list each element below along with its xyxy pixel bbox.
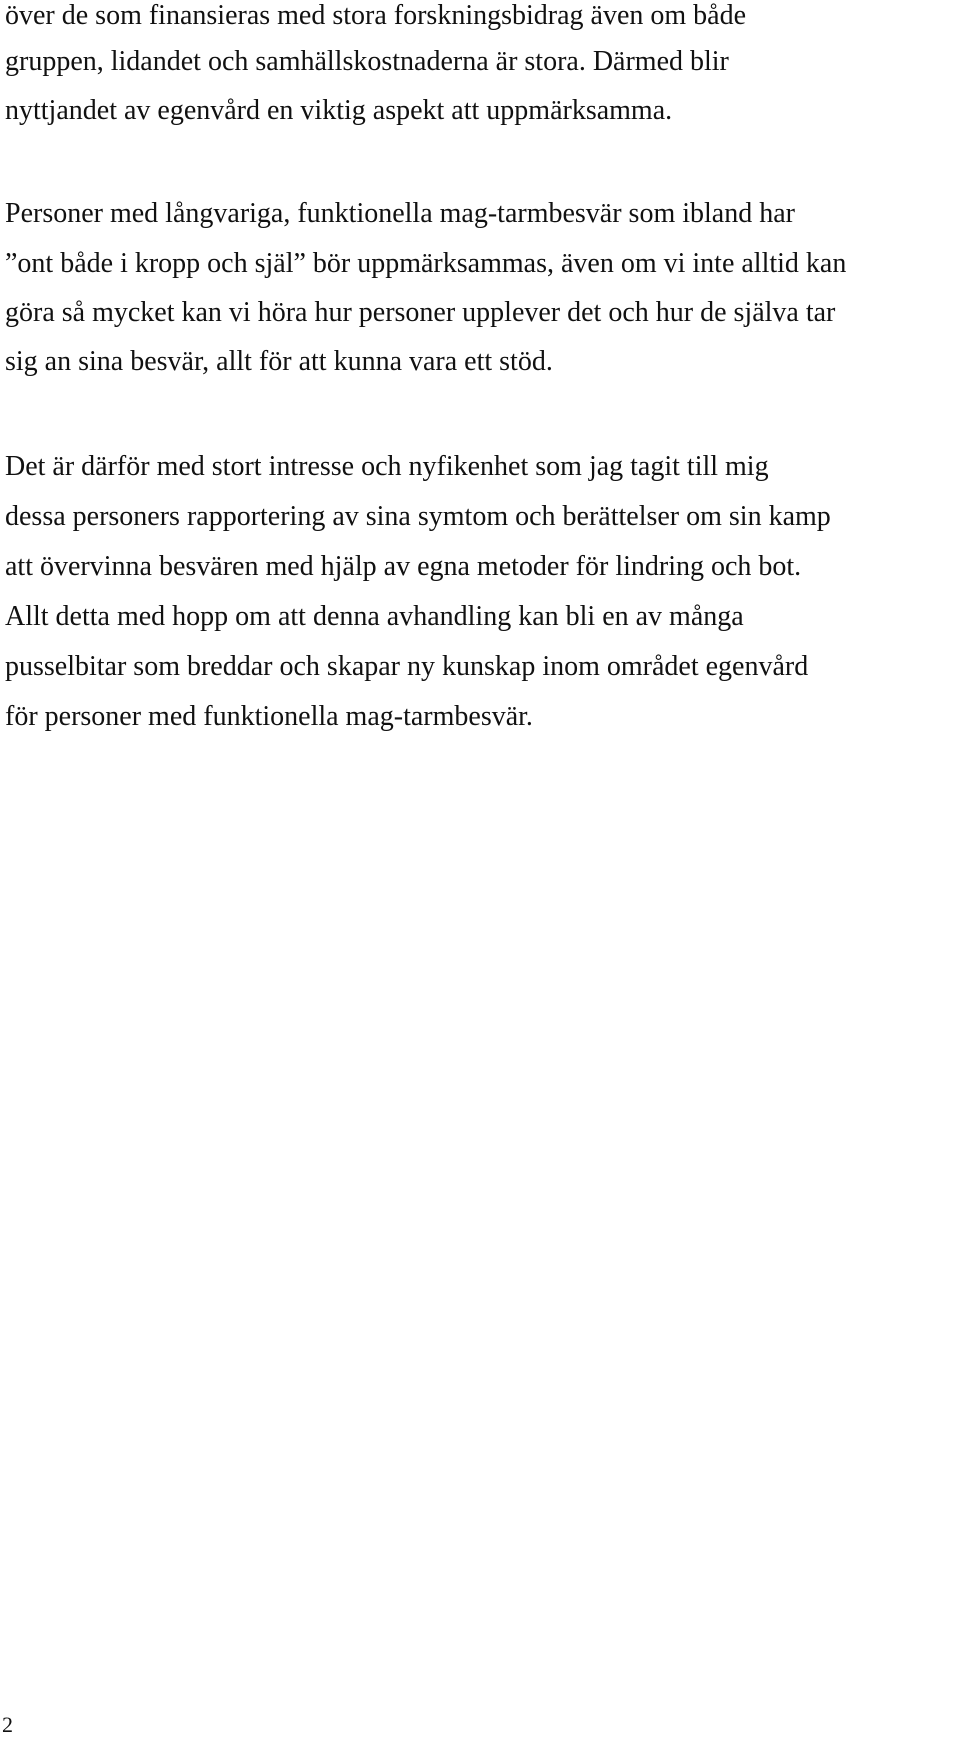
- text-line: dessa personers rapportering av sina symtom och berättelser om sin kamp: [5, 501, 831, 532]
- text-line: nyttjandet av egenvård en viktig aspekt att uppmärksamma.: [5, 95, 673, 126]
- page-number: 2: [2, 1712, 13, 1737]
- text-line: ”ont både i kropp och själ” bör uppmärksammas, även om vi inte alltid kan: [5, 248, 847, 279]
- text-line: gruppen, lidandet och samhällskostnaderna är stora. Därmed blir: [5, 46, 729, 77]
- text-line: Personer med långvariga, funktionella mag-tarmbesvär som ibland har: [5, 198, 795, 229]
- text-line: göra så mycket kan vi höra hur personer upplever det och hur de själva tar: [5, 297, 836, 328]
- text-line: att övervinna besvären med hjälp av egna metoder för lindring och bot.: [5, 551, 802, 582]
- text-line: sig an sina besvär, allt för att kunna vara ett stöd.: [5, 346, 553, 377]
- text-line: över de som finansieras med stora forskningsbidrag även om både: [5, 0, 747, 31]
- text-line: Det är därför med stort intresse och nyfikenhet som jag tagit till mig: [5, 451, 769, 482]
- text-line: Allt detta med hopp om att denna avhandling kan bli en av många: [5, 601, 744, 632]
- text-line: pusselbitar som breddar och skapar ny kunskap inom området egenvård: [5, 651, 809, 682]
- text-line: för personer med funktionella mag-tarmbesvär.: [5, 701, 533, 732]
